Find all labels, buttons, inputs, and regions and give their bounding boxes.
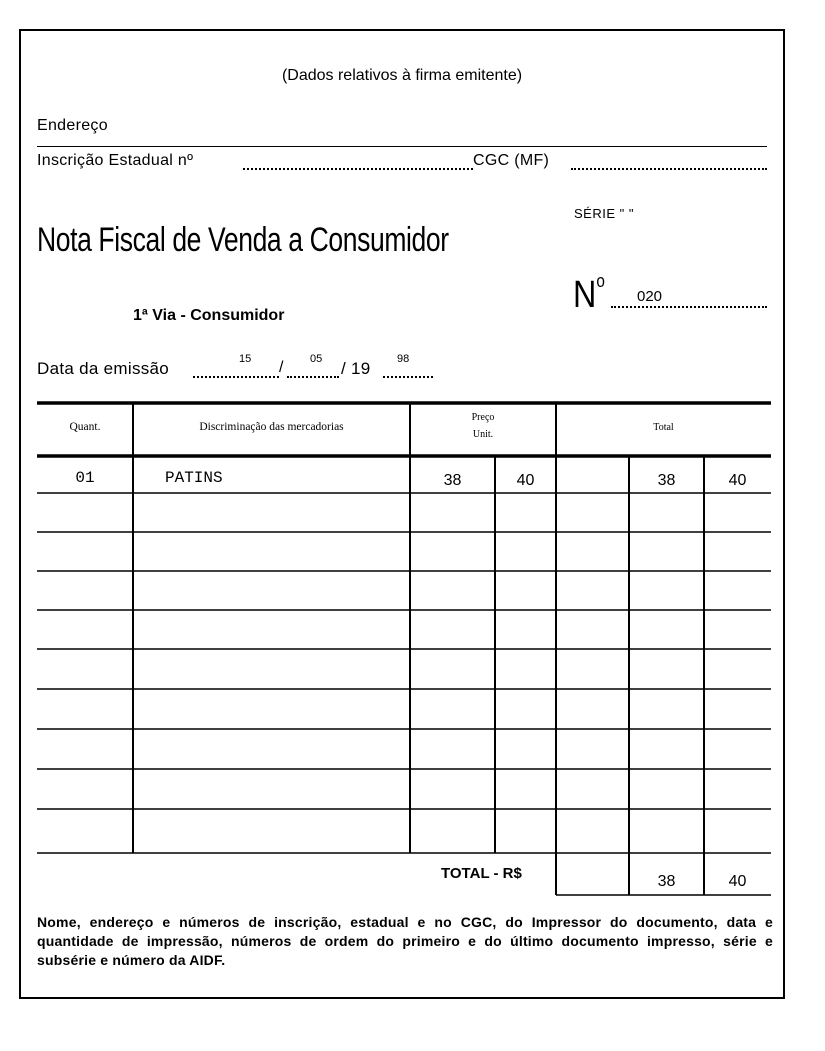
emission-label: Data da emissão (37, 359, 170, 378)
copy-label: 1ª Via - Consumidor (133, 307, 285, 324)
row1-total-int: 38 (657, 472, 676, 489)
state-registration-label: Inscrição Estadual nº (37, 152, 194, 169)
cgc-label: CGC (MF) (473, 152, 550, 169)
year-prefix: / 19 (341, 359, 371, 378)
total-dec: 40 (728, 873, 747, 890)
header-quantity: Quant. (69, 421, 101, 433)
header-description: Discriminação das mercadorias (199, 421, 344, 433)
emission-month: 05 (310, 353, 323, 365)
header-unit-price-2: Unit. (472, 429, 494, 440)
series-label: SÉRIE " " (574, 206, 634, 221)
header-total: Total (653, 422, 674, 433)
total-int: 38 (657, 873, 676, 890)
row1-total-dec: 40 (728, 472, 747, 489)
row1-quantity: 01 (75, 469, 95, 487)
document-title: Nota Fiscal de Venda a Consumidor (37, 221, 449, 259)
total-label: TOTAL - R$ (441, 865, 522, 882)
items-table-grid (21, 31, 783, 997)
date-separator-1: / (279, 359, 284, 376)
number-label: $N^o$ (573, 271, 605, 316)
printer-info-note: Nome, endereço e números de inscrição, estadual e no CGC, do Impressor do documento, data e quantidade de impressão, números de ordem do primeiro e do último documento impresso, série e subsérie e número da AIDF. (37, 914, 773, 968)
row1-description: PATINS (165, 469, 223, 487)
row1-unit-price-dec: 40 (516, 472, 535, 489)
row1-unit-price-int: 38 (443, 472, 462, 489)
emission-year: 98 (397, 353, 410, 365)
emission-day: 15 (239, 353, 252, 365)
header-unit-price-1: Preço (471, 412, 495, 423)
address-label: Endereço (37, 117, 108, 134)
firm-data-note: (Dados relativos à firma emitente) (281, 67, 523, 84)
invoice-form (19, 29, 785, 999)
number-value: 020 (637, 288, 663, 305)
